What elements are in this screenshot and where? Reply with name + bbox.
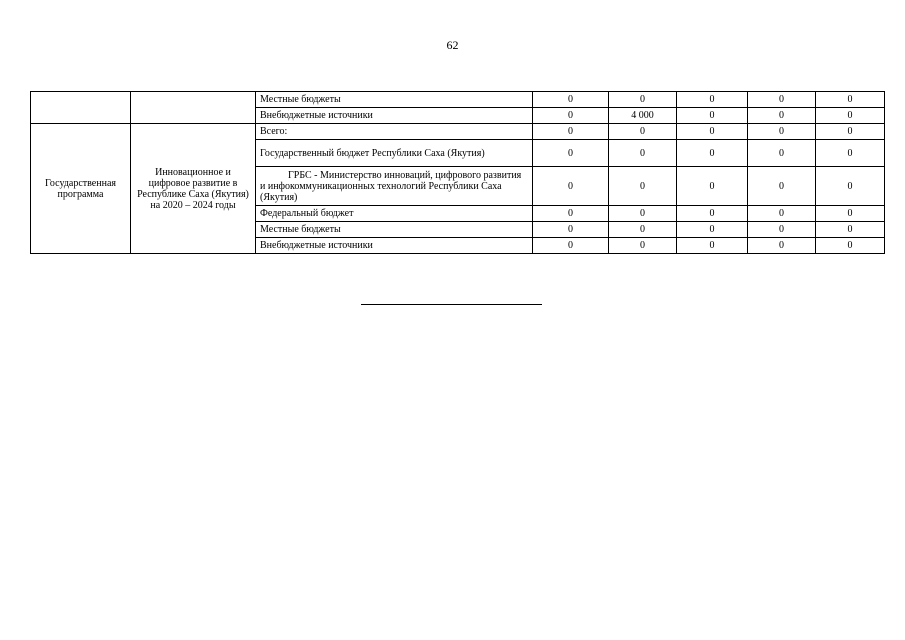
program-type-cell: Государственная программа (31, 124, 131, 254)
source-cell: Федеральный бюджет (256, 206, 533, 222)
value-cell: 0 (609, 222, 677, 238)
value-cell: 0 (748, 238, 816, 254)
value-cell: 0 (816, 206, 885, 222)
value-cell: 4 000 (609, 108, 677, 124)
value-cell: 0 (533, 167, 609, 206)
table-row (31, 124, 885, 140)
value-cell: 0 (677, 167, 748, 206)
source-cell: Местные бюджеты (256, 222, 533, 238)
value-cell: 0 (533, 206, 609, 222)
source-cell: Внебюджетные источники (256, 108, 533, 124)
name-cell-empty (131, 92, 256, 124)
program-name-cell: Инновационное и цифровое развитие в Республике Саха (Якутия) на 2020 – 2024 годы (131, 124, 256, 254)
type-cell-empty (31, 92, 131, 124)
end-of-document-line (361, 304, 542, 305)
value-cell: 0 (533, 92, 609, 108)
value-cell: 0 (533, 238, 609, 254)
value-cell: 0 (609, 124, 677, 140)
value-cell: 0 (677, 108, 748, 124)
value-cell: 0 (748, 92, 816, 108)
value-cell: 0 (677, 222, 748, 238)
value-cell: 0 (609, 140, 677, 167)
source-cell: Всего: (256, 124, 533, 140)
value-cell: 0 (677, 92, 748, 108)
value-cell: 0 (816, 92, 885, 108)
source-cell: Внебюджетные источники (256, 238, 533, 254)
source-cell: Местные бюджеты (256, 92, 533, 108)
value-cell: 0 (816, 167, 885, 206)
source-cell: Государственный бюджет Республики Саха (Якутия) (256, 140, 533, 167)
page-number: 62 (446, 38, 459, 52)
value-cell: 0 (533, 108, 609, 124)
source-cell: ГРБС - Министерство инноваций, цифрового развития и инфокоммуникационных технологий Республики Саха (Якутия) (256, 167, 533, 206)
value-cell: 0 (748, 124, 816, 140)
value-cell: 0 (533, 222, 609, 238)
value-cell: 0 (816, 238, 885, 254)
budget-table (30, 91, 885, 254)
value-cell: 0 (533, 124, 609, 140)
value-cell: 0 (816, 108, 885, 124)
value-cell: 0 (748, 222, 816, 238)
value-cell: 0 (609, 167, 677, 206)
value-cell: 0 (609, 92, 677, 108)
value-cell: 0 (677, 238, 748, 254)
value-cell: 0 (609, 238, 677, 254)
value-cell: 0 (748, 140, 816, 167)
value-cell: 0 (816, 124, 885, 140)
value-cell: 0 (677, 206, 748, 222)
table-row (31, 92, 885, 108)
value-cell: 0 (677, 140, 748, 167)
value-cell: 0 (748, 206, 816, 222)
value-cell: 0 (748, 167, 816, 206)
value-cell: 0 (748, 108, 816, 124)
value-cell: 0 (609, 206, 677, 222)
value-cell: 0 (816, 222, 885, 238)
value-cell: 0 (677, 124, 748, 140)
value-cell: 0 (533, 140, 609, 167)
value-cell: 0 (816, 140, 885, 167)
